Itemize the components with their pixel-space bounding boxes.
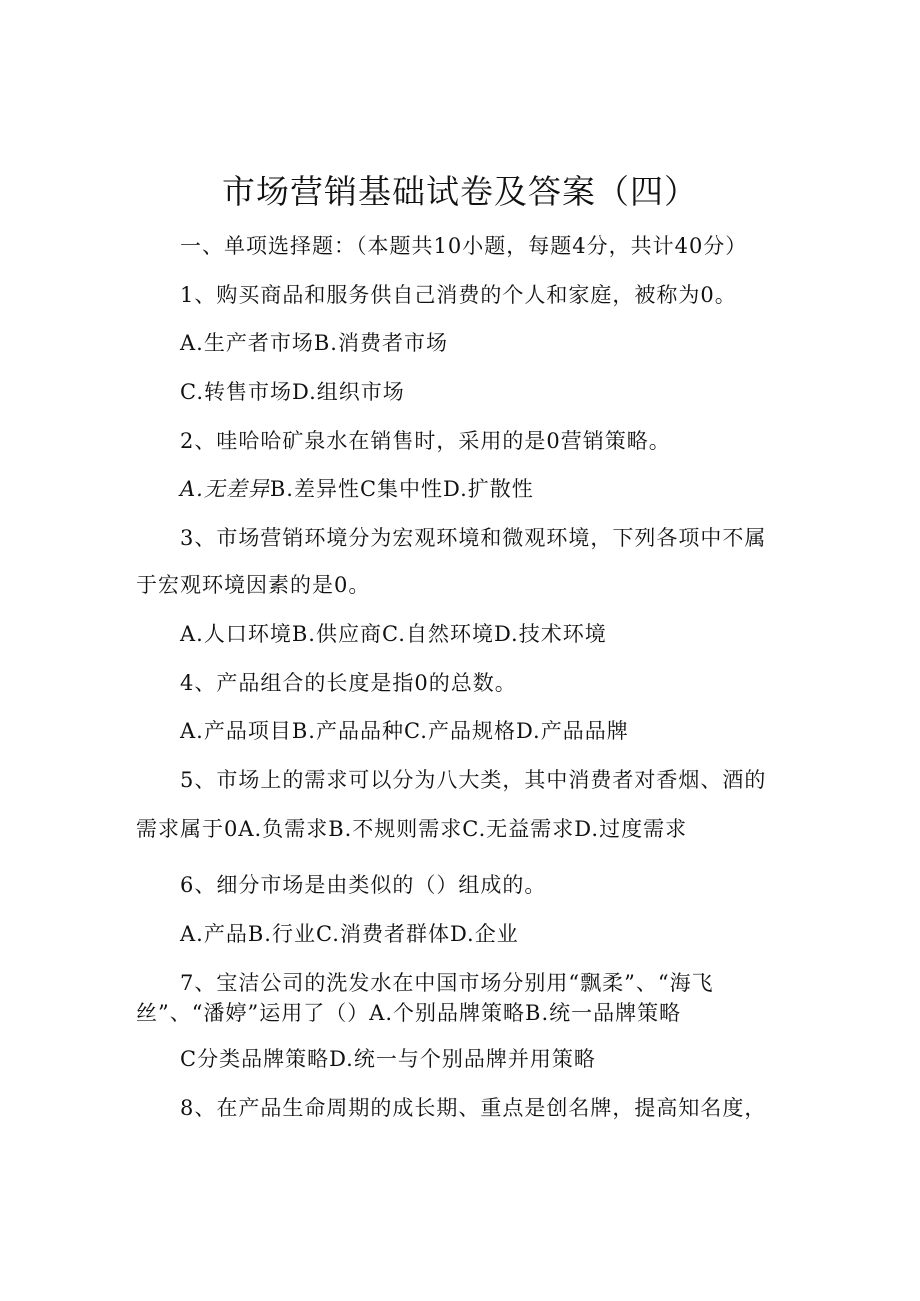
- section-heading: 一、单项选择题：（本题共10小题，每题4分，共计40分）: [180, 234, 748, 258]
- question-4-stem: 4、产品组合的长度是指0的总数。: [180, 671, 517, 695]
- question-3-options: A.人口环境B.供应商C.自然环境D.技术环境: [180, 622, 607, 646]
- question-6-options: A.产品B.行业C.消费者群体D.企业: [180, 922, 519, 946]
- question-4-options: A.产品项目B.产品品种C.产品规格D.产品品牌: [180, 719, 629, 743]
- question-1-options-line-1: A.生产者市场B.消费者市场: [180, 331, 448, 355]
- question-8-stem-line-1: 8、在产品生命周期的成长期、重点是创名牌，提高知名度，: [180, 1096, 767, 1120]
- question-5-stem-line-2: 需求属于0A.负需求B.不规则需求C.无益需求D.过度需求: [136, 817, 688, 841]
- question-2-option-a: A.无差异: [180, 477, 270, 501]
- question-5-stem-line-1: 5、市场上的需求可以分为八大类，其中消费者对香烟、酒的: [180, 768, 767, 792]
- question-2-stem: 2、哇哈哈矿泉水在销售时，采用的是0营销策略。: [180, 429, 671, 453]
- question-1-stem: 1、购买商品和服务供自己消费的个人和家庭，被称为0。: [180, 283, 737, 307]
- question-6-stem: 6、细分市场是由类似的（）组成的。: [180, 873, 547, 897]
- document-title: 市场营销基础试卷及答案（四）: [222, 172, 698, 211]
- question-2-options-rest: B.差异性C集中性D.扩散性: [269, 477, 534, 501]
- question-7-options: C分类品牌策略D.统一与个别品牌并用策略: [180, 1047, 596, 1071]
- question-1-options-line-2: C.转售市场D.组织市场: [180, 380, 405, 404]
- question-7-stem-line-1: 7、宝洁公司的洗发水在中国市场分别用“飘柔”、“海飞: [180, 971, 714, 995]
- question-3-stem-line-1: 3、市场营销环境分为宏观环境和微观环境，下列各项中不属: [180, 526, 767, 550]
- question-3-stem-line-2: 于宏观环境因素的是0。: [136, 573, 371, 597]
- question-7-stem-line-2: 丝”、“潘婷”运用了（）A.个别品牌策略B.统一品牌策略: [136, 1001, 682, 1025]
- question-2-options: [180, 474, 534, 504]
